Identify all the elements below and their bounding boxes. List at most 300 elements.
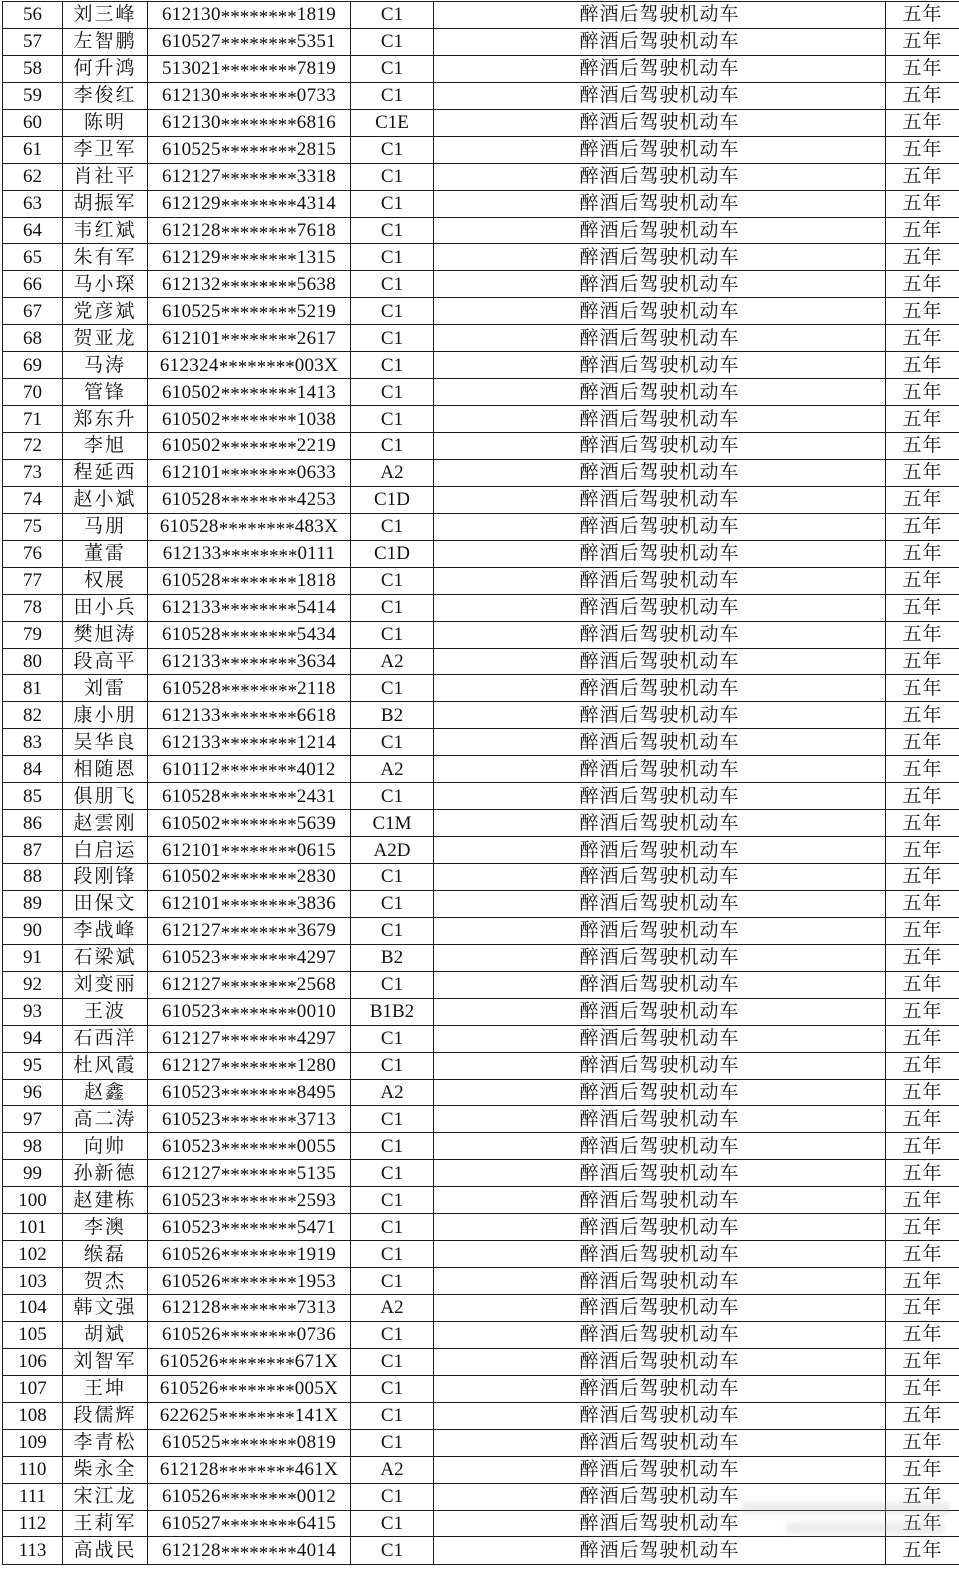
- license-type-cell: C1: [351, 1402, 434, 1429]
- reason-cell: 醉酒后驾驶机动车: [434, 406, 886, 433]
- name-cell: 相随恩: [63, 756, 148, 783]
- name-cell: 石梁斌: [63, 944, 148, 971]
- id-number-cell: 612128********7313: [148, 1295, 351, 1322]
- masked-digits: ********: [220, 141, 297, 163]
- reason-cell: 醉酒后驾驶机动车: [434, 1187, 886, 1214]
- name-cell: 马朋: [63, 513, 148, 540]
- table-row: [3, 513, 959, 540]
- id-number-cell: 513021********7819: [148, 55, 351, 82]
- seq-cell: 82: [3, 702, 63, 729]
- masked-digits: ********: [220, 168, 297, 190]
- masked-digits: ********: [218, 1461, 295, 1483]
- table-row: [3, 1402, 959, 1429]
- name-cell: 朱有军: [63, 244, 148, 271]
- name-cell: 白启运: [63, 837, 148, 864]
- seq-cell: 73: [3, 459, 63, 486]
- reason-cell: 醉酒后驾驶机动车: [434, 1025, 886, 1052]
- license-type-cell: C1: [351, 1483, 434, 1510]
- term-cell: 五年: [886, 406, 959, 433]
- id-number-cell: 610526********005X: [148, 1375, 351, 1402]
- id-number-cell: 612129********1315: [148, 244, 351, 271]
- reason-cell: 醉酒后驾驶机动车: [434, 971, 886, 998]
- table-row: [3, 82, 959, 109]
- masked-digits: ********: [220, 61, 297, 82]
- name-cell: 段高平: [63, 648, 148, 675]
- license-type-cell: C1: [351, 2, 434, 29]
- masked-digits: ********: [220, 869, 297, 891]
- license-revocation-table: [2, 1, 959, 1565]
- seq-cell: 77: [3, 567, 63, 594]
- name-cell: 董雷: [63, 540, 148, 567]
- id-number-cell: 610523********0010: [148, 998, 351, 1025]
- name-cell: 郑东升: [63, 406, 148, 433]
- reason-cell: 醉酒后驾驶机动车: [434, 729, 886, 756]
- term-cell: 五年: [886, 163, 959, 190]
- id-number-cell: 610528********483X: [148, 513, 351, 540]
- seq-cell: 64: [3, 217, 63, 244]
- reason-cell: 醉酒后驾驶机动车: [434, 1160, 886, 1187]
- table-row: [3, 864, 959, 891]
- term-cell: 五年: [886, 567, 959, 594]
- reason-cell: 醉酒后驾驶机动车: [434, 864, 886, 891]
- masked-digits: ********: [220, 1003, 297, 1025]
- name-cell: 党彦斌: [63, 298, 148, 325]
- reason-cell: 醉酒后驾驶机动车: [434, 379, 886, 406]
- id-number-cell: 610527********6415: [148, 1510, 351, 1537]
- id-number-cell: 612101********3836: [148, 890, 351, 917]
- table-row: [3, 1214, 959, 1241]
- reason-cell: 醉酒后驾驶机动车: [434, 702, 886, 729]
- reason-cell: 醉酒后驾驶机动车: [434, 244, 886, 271]
- masked-digits: ********: [220, 114, 297, 136]
- reason-cell: 醉酒后驾驶机动车: [434, 810, 886, 837]
- name-cell: 赵鑫: [63, 1079, 148, 1106]
- masked-digits: ********: [220, 896, 297, 918]
- id-number-cell: 610526********0736: [148, 1321, 351, 1348]
- term-cell: 五年: [886, 783, 959, 810]
- term-cell: 五年: [886, 82, 959, 109]
- reason-cell: 醉酒后驾驶机动车: [434, 190, 886, 217]
- name-cell: 胡振军: [63, 190, 148, 217]
- seq-cell: 83: [3, 729, 63, 756]
- license-type-cell: C1: [351, 1268, 434, 1295]
- license-type-cell: A2: [351, 648, 434, 675]
- id-number-cell: 610526********0012: [148, 1483, 351, 1510]
- table-row: [3, 917, 959, 944]
- name-cell: 韩文强: [63, 1295, 148, 1322]
- masked-digits: ********: [220, 384, 297, 406]
- seq-cell: 81: [3, 675, 63, 702]
- masked-digits: ********: [220, 949, 297, 971]
- id-number-cell: 610526********1919: [148, 1241, 351, 1268]
- id-number-cell: 612128********461X: [148, 1456, 351, 1483]
- name-cell: 刘智军: [63, 1348, 148, 1375]
- license-type-cell: C1: [351, 1025, 434, 1052]
- id-number-cell: 612127********3679: [148, 917, 351, 944]
- name-cell: 赵小斌: [63, 486, 148, 513]
- seq-cell: 84: [3, 756, 63, 783]
- table-row: [3, 244, 959, 271]
- id-number-cell: 612133********0111: [148, 540, 351, 567]
- seq-cell: 59: [3, 82, 63, 109]
- table-row: [3, 837, 959, 864]
- seq-cell: 101: [3, 1214, 63, 1241]
- reason-cell: 醉酒后驾驶机动车: [434, 513, 886, 540]
- table-row: [3, 163, 959, 190]
- seq-cell: 102: [3, 1241, 63, 1268]
- masked-digits: ********: [220, 87, 297, 109]
- table-row: [3, 1268, 959, 1295]
- seq-cell: 103: [3, 1268, 63, 1295]
- id-number-cell: 612132********5638: [148, 271, 351, 298]
- seq-cell: 63: [3, 190, 63, 217]
- name-cell: 李卫军: [63, 136, 148, 163]
- name-cell: 孙新德: [63, 1160, 148, 1187]
- seq-cell: 106: [3, 1348, 63, 1375]
- masked-digits: ********: [220, 1434, 297, 1456]
- id-number-cell: 612127********3318: [148, 163, 351, 190]
- name-cell: 韦红斌: [63, 217, 148, 244]
- masked-digits: ********: [220, 572, 297, 594]
- table-row: [3, 810, 959, 837]
- seq-cell: 104: [3, 1295, 63, 1322]
- license-type-cell: C1: [351, 594, 434, 621]
- seq-cell: 95: [3, 1052, 63, 1079]
- license-type-cell: C1: [351, 1537, 434, 1565]
- term-cell: 五年: [886, 109, 959, 136]
- term-cell: 五年: [886, 1268, 959, 1295]
- masked-digits: ********: [220, 1327, 297, 1349]
- license-type-cell: C1: [351, 136, 434, 163]
- license-type-cell: C1: [351, 406, 434, 433]
- term-cell: 五年: [886, 486, 959, 513]
- term-cell: 五年: [886, 325, 959, 352]
- id-number-cell: 610528********2431: [148, 783, 351, 810]
- id-number-cell: 612133********1214: [148, 729, 351, 756]
- table-row: [3, 1025, 959, 1052]
- seq-cell: 71: [3, 406, 63, 433]
- id-number-cell: 610502********2219: [148, 433, 351, 460]
- term-cell: 五年: [886, 271, 959, 298]
- masked-digits: ********: [220, 1246, 297, 1268]
- term-cell: 五年: [886, 675, 959, 702]
- table-row: [3, 1160, 959, 1187]
- table-row: [3, 459, 959, 486]
- term-cell: 五年: [886, 1375, 959, 1402]
- table-row: [3, 1052, 959, 1079]
- table-row: [3, 1429, 959, 1456]
- name-cell: 赵建栋: [63, 1187, 148, 1214]
- license-type-cell: C1D: [351, 486, 434, 513]
- seq-cell: 72: [3, 433, 63, 460]
- table-row: [3, 567, 959, 594]
- license-type-cell: C1: [351, 1187, 434, 1214]
- table-row: [3, 621, 959, 648]
- table-row: [3, 1537, 959, 1565]
- name-cell: 吴华良: [63, 729, 148, 756]
- id-number-cell: 612101********0633: [148, 459, 351, 486]
- term-cell: 五年: [886, 136, 959, 163]
- table-row: [3, 1106, 959, 1133]
- name-cell: 左智鹏: [63, 28, 148, 55]
- seq-cell: 100: [3, 1187, 63, 1214]
- term-cell: 五年: [886, 513, 959, 540]
- term-cell: 五年: [886, 379, 959, 406]
- reason-cell: 醉酒后驾驶机动车: [434, 756, 886, 783]
- term-cell: 五年: [886, 1052, 959, 1079]
- masked-digits: ********: [218, 357, 295, 379]
- name-cell: 田小兵: [63, 594, 148, 621]
- reason-cell: 醉酒后驾驶机动车: [434, 944, 886, 971]
- name-cell: 缑磊: [63, 1241, 148, 1268]
- masked-digits: ********: [220, 303, 297, 325]
- table-row: [3, 433, 959, 460]
- license-type-cell: B1B2: [351, 998, 434, 1025]
- seq-cell: 112: [3, 1510, 63, 1537]
- seq-cell: 65: [3, 244, 63, 271]
- reason-cell: 醉酒后驾驶机动车: [434, 136, 886, 163]
- id-number-cell: 612130********0733: [148, 82, 351, 109]
- name-cell: 贺杰: [63, 1268, 148, 1295]
- masked-digits: ********: [220, 1057, 297, 1079]
- license-type-cell: C1: [351, 1429, 434, 1456]
- masked-digits: ********: [220, 1084, 297, 1106]
- term-cell: 五年: [886, 756, 959, 783]
- name-cell: 俱朋飞: [63, 783, 148, 810]
- id-number-cell: 612127********4297: [148, 1025, 351, 1052]
- table-row: [3, 1348, 959, 1375]
- name-cell: 马涛: [63, 352, 148, 379]
- reason-cell: 醉酒后驾驶机动车: [434, 433, 886, 460]
- reason-cell: 醉酒后驾驶机动车: [434, 594, 886, 621]
- name-cell: 杜风霞: [63, 1052, 148, 1079]
- table-row: [3, 1510, 959, 1537]
- license-type-cell: C1: [351, 217, 434, 244]
- reason-cell: 醉酒后驾驶机动车: [434, 1510, 886, 1537]
- license-type-cell: C1: [351, 1133, 434, 1160]
- table-row: [3, 729, 959, 756]
- masked-digits: ********: [220, 626, 297, 648]
- seq-cell: 108: [3, 1402, 63, 1429]
- term-cell: 五年: [886, 621, 959, 648]
- name-cell: 程延西: [63, 459, 148, 486]
- term-cell: 五年: [886, 1295, 959, 1322]
- seq-cell: 111: [3, 1483, 63, 1510]
- table-row: [3, 379, 959, 406]
- id-number-cell: 610527********5351: [148, 28, 351, 55]
- seq-cell: 105: [3, 1321, 63, 1348]
- name-cell: 管锋: [63, 379, 148, 406]
- id-number-cell: 610523********2593: [148, 1187, 351, 1214]
- seq-cell: 109: [3, 1429, 63, 1456]
- seq-cell: 66: [3, 271, 63, 298]
- term-cell: 五年: [886, 2, 959, 29]
- id-number-cell: 612128********7618: [148, 217, 351, 244]
- term-cell: 五年: [886, 1241, 959, 1268]
- term-cell: 五年: [886, 729, 959, 756]
- license-type-cell: C1: [351, 864, 434, 891]
- name-cell: 李青松: [63, 1429, 148, 1456]
- seq-cell: 79: [3, 621, 63, 648]
- license-type-cell: C1: [351, 621, 434, 648]
- term-cell: 五年: [886, 352, 959, 379]
- license-type-cell: C1: [351, 271, 434, 298]
- table-row: [3, 648, 959, 675]
- masked-digits: ********: [220, 976, 297, 998]
- license-type-cell: C1: [351, 917, 434, 944]
- name-cell: 何升鸿: [63, 55, 148, 82]
- name-cell: 贺亚龙: [63, 325, 148, 352]
- license-type-cell: C1: [351, 1510, 434, 1537]
- masked-digits: ********: [221, 680, 298, 702]
- term-cell: 五年: [886, 217, 959, 244]
- name-cell: 石西洋: [63, 1025, 148, 1052]
- seq-cell: 97: [3, 1106, 63, 1133]
- id-number-cell: 610523********4297: [148, 944, 351, 971]
- term-cell: 五年: [886, 28, 959, 55]
- license-type-cell: A2D: [351, 837, 434, 864]
- reason-cell: 醉酒后驾驶机动车: [434, 109, 886, 136]
- id-number-cell: 612127********2568: [148, 971, 351, 998]
- masked-digits: ********: [220, 788, 297, 810]
- seq-cell: 98: [3, 1133, 63, 1160]
- license-type-cell: C1M: [351, 810, 434, 837]
- term-cell: 五年: [886, 1402, 959, 1429]
- name-cell: 高二涛: [63, 1106, 148, 1133]
- license-type-cell: C1: [351, 28, 434, 55]
- reason-cell: 醉酒后驾驶机动车: [434, 648, 886, 675]
- masked-digits: ********: [220, 249, 297, 271]
- table-row: [3, 1456, 959, 1483]
- name-cell: 李旭: [63, 433, 148, 460]
- seq-cell: 107: [3, 1375, 63, 1402]
- reason-cell: 醉酒后驾驶机动车: [434, 1295, 886, 1322]
- seq-cell: 87: [3, 837, 63, 864]
- license-type-cell: C1: [351, 971, 434, 998]
- table-row: [3, 136, 959, 163]
- seq-cell: 80: [3, 648, 63, 675]
- name-cell: 刘变丽: [63, 971, 148, 998]
- term-cell: 五年: [886, 55, 959, 82]
- masked-digits: ********: [220, 1138, 297, 1160]
- masked-digits: ********: [220, 465, 297, 487]
- masked-digits: ********: [218, 1380, 295, 1402]
- reason-cell: 醉酒后驾驶机动车: [434, 998, 886, 1025]
- license-type-cell: C1: [351, 1241, 434, 1268]
- seq-cell: 78: [3, 594, 63, 621]
- name-cell: 高战民: [63, 1537, 148, 1565]
- masked-digits: ********: [220, 222, 297, 244]
- table-row: [3, 486, 959, 513]
- license-type-cell: C1: [351, 1321, 434, 1348]
- term-cell: 五年: [886, 890, 959, 917]
- table-row: [3, 325, 959, 352]
- name-cell: 胡斌: [63, 1321, 148, 1348]
- seq-cell: 68: [3, 325, 63, 352]
- masked-digits: ********: [220, 923, 297, 944]
- masked-digits: ********: [220, 1030, 297, 1052]
- id-number-cell: 612133********3634: [148, 648, 351, 675]
- id-number-cell: 610502********2830: [148, 864, 351, 891]
- term-cell: 五年: [886, 702, 959, 729]
- term-cell: 五年: [886, 594, 959, 621]
- term-cell: 五年: [886, 648, 959, 675]
- license-type-cell: C1: [351, 55, 434, 82]
- table-row: [3, 55, 959, 82]
- reason-cell: 醉酒后驾驶机动车: [434, 217, 886, 244]
- id-number-cell: 610502********1413: [148, 379, 351, 406]
- masked-digits: ********: [220, 330, 297, 352]
- reason-cell: 醉酒后驾驶机动车: [434, 486, 886, 513]
- license-type-cell: C1: [351, 783, 434, 810]
- masked-digits: ********: [220, 599, 297, 621]
- seq-cell: 91: [3, 944, 63, 971]
- id-number-cell: 610526********1953: [148, 1268, 351, 1295]
- reason-cell: 醉酒后驾驶机动车: [434, 325, 886, 352]
- seq-cell: 67: [3, 298, 63, 325]
- term-cell: 五年: [886, 1187, 959, 1214]
- table-row: [3, 406, 959, 433]
- masked-digits: ********: [220, 815, 297, 837]
- name-cell: 田保文: [63, 890, 148, 917]
- seq-cell: 60: [3, 109, 63, 136]
- table-row: [3, 1187, 959, 1214]
- name-cell: 王莉军: [63, 1510, 148, 1537]
- seq-cell: 62: [3, 163, 63, 190]
- license-type-cell: A2: [351, 1456, 434, 1483]
- masked-digits: ********: [218, 518, 295, 540]
- name-cell: 陈明: [63, 109, 148, 136]
- table-row: [3, 540, 959, 567]
- reason-cell: 醉酒后驾驶机动车: [434, 2, 886, 29]
- id-number-cell: 610112********4012: [148, 756, 351, 783]
- license-type-cell: A2: [351, 1295, 434, 1322]
- id-number-cell: 610523********8495: [148, 1079, 351, 1106]
- table-row: [3, 1321, 959, 1348]
- id-number-cell: 612133********6618: [148, 702, 351, 729]
- masked-digits: ********: [220, 1165, 297, 1187]
- term-cell: 五年: [886, 971, 959, 998]
- seq-cell: 90: [3, 917, 63, 944]
- table-row: [3, 998, 959, 1025]
- table-row: [3, 783, 959, 810]
- license-type-cell: C1D: [351, 540, 434, 567]
- reason-cell: 醉酒后驾驶机动车: [434, 1483, 886, 1510]
- table-row: [3, 271, 959, 298]
- id-number-cell: 610523********5471: [148, 1214, 351, 1241]
- reason-cell: 醉酒后驾驶机动车: [434, 917, 886, 944]
- id-number-cell: 612129********4314: [148, 190, 351, 217]
- term-cell: 五年: [886, 1079, 959, 1106]
- license-type-cell: C1: [351, 513, 434, 540]
- term-cell: 五年: [886, 1510, 959, 1537]
- term-cell: 五年: [886, 810, 959, 837]
- masked-digits: ********: [220, 411, 297, 433]
- table-row: [3, 756, 959, 783]
- table-row: [3, 594, 959, 621]
- reason-cell: 醉酒后驾驶机动车: [434, 1079, 886, 1106]
- license-type-cell: C1: [351, 675, 434, 702]
- reason-cell: 醉酒后驾驶机动车: [434, 352, 886, 379]
- seq-cell: 69: [3, 352, 63, 379]
- name-cell: 权展: [63, 567, 148, 594]
- license-type-cell: B2: [351, 944, 434, 971]
- name-cell: 段刚锋: [63, 864, 148, 891]
- id-number-cell: 610523********0055: [148, 1133, 351, 1160]
- reason-cell: 醉酒后驾驶机动车: [434, 1241, 886, 1268]
- term-cell: 五年: [886, 1133, 959, 1160]
- masked-digits: ********: [218, 1407, 295, 1429]
